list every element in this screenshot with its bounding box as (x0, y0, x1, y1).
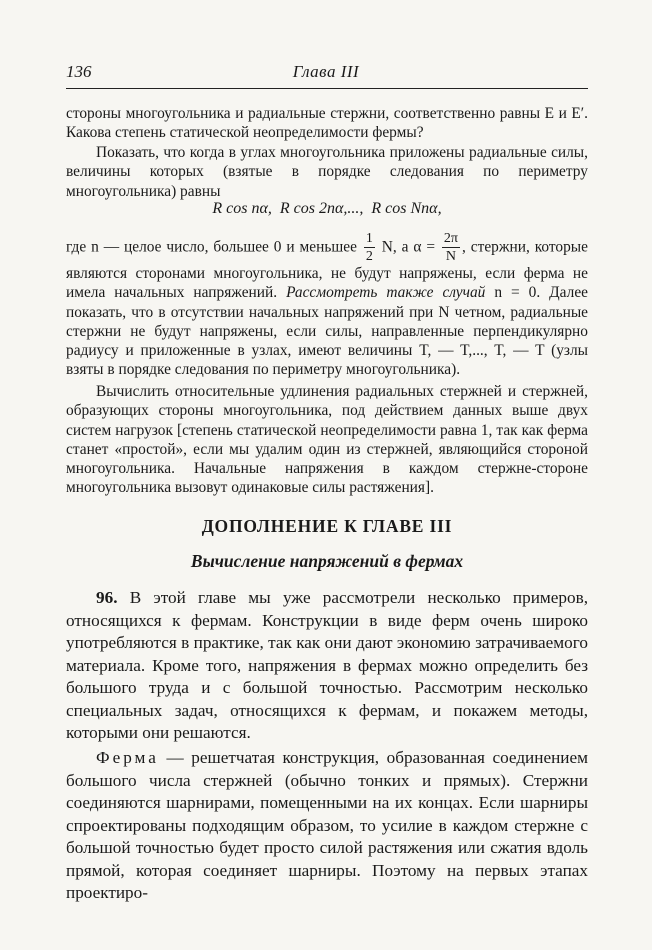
truss-definition-text: — решетчатая конструкция, образованная соединением большого числа стержней (обычно тонких и прямых). Стержни соединяются шарнирами, помещенными на их концах. Если шарниры спроектированы подходящим образом, то усилие в каждом стержне с большой точностью будет просто силой растяжения или сжатия вдоль прямой, которая соединяет шарниры. Поэтому на первых этапах проектиро- (66, 748, 588, 902)
conditions-text-b: N, а α = (376, 238, 440, 256)
problem-paragraph-conditions (66, 232, 588, 380)
problem-paragraph-continued: стороны многоугольника и радиальные стержни, соответственно равны E и E′. Какова степень статической неопределимости фермы? (66, 105, 588, 142)
section-subheading: Вычисление напряжений в фермах (190, 551, 464, 571)
fraction-one-half (364, 232, 375, 264)
problem-paragraph-compute: Вычислить относительные удлинения радиальных стержней и стержней, образующих стороны многоугольника, под действием данных выше двух систем нагрузок [степень статической неопределимости равна 1, так как ферма станет «простой», если мы удалим один из стержней, являющийся стороной многоугольника. Начальные напряжения в каждом стержне-стороне многоугольника вызовут одинаковые силы растяжения]. (66, 383, 588, 497)
supplement-heading: ДОПОЛНЕНИЕ К ГЛАВЕ III (201, 516, 453, 536)
term-truss: Ферма (96, 748, 159, 767)
body-paragraph-truss-definition (66, 747, 588, 905)
conditions-text-c: , стержни, которые являются сторонами многоугольника, не будут напряжены, если ферма не имела начальных напряжений. (66, 238, 588, 302)
fraction-one-half-numerator: 1 (365, 231, 373, 246)
page-header (66, 62, 586, 82)
force-formula: R cos nα, R cos 2nα,..., R cos Nnα, (212, 200, 442, 217)
header-rule (66, 88, 588, 89)
paragraph-number: 96. (96, 588, 118, 607)
conditions-text-d: n = 0. Далее показать, что в отсутствии начальных напряжений при N четном, радиальные стержни не будут напряжены, если силы, направленные перпендикулярно радиусу и приложенные в узлах, имеют величины T, — T,..., T, — T (узлы взяты в порядке следования по периметру многоугольника). (66, 284, 588, 379)
page-number: 136 (66, 62, 92, 81)
conditions-text-a: где n — целое число, большее 0 и меньшее (66, 238, 362, 256)
problem-paragraph-show: Показать, что когда в углах многоугольника приложены радиальные силы, величины которых (взятые в порядке следования по периметру многоугольника) равны (66, 144, 588, 200)
running-chapter-title: Глава III (292, 62, 360, 81)
fraction-two-pi-numerator: 2π (443, 231, 458, 246)
fraction-two-pi-over-n (442, 232, 460, 264)
body-paragraph-96 (66, 587, 588, 745)
paragraph-96-text: В этой главе мы уже рассмотрели несколько примеров, относящихся к фермам. Конструкции в виде ферм очень широко употребляются в практике, так как они дают экономию затрачиваемого материала. Кроме того, напряжения в фермах можно определить без большого труда и с большой точностью. Рассмотрим несколько специальных задач, относящихся к фермам, и покажем методы, которыми они решаются. (66, 588, 588, 742)
fraction-two-pi-denominator: N (445, 249, 457, 264)
conditions-emphasis: Рассмотреть также случай (286, 284, 486, 302)
fraction-one-half-denominator: 2 (365, 249, 373, 264)
